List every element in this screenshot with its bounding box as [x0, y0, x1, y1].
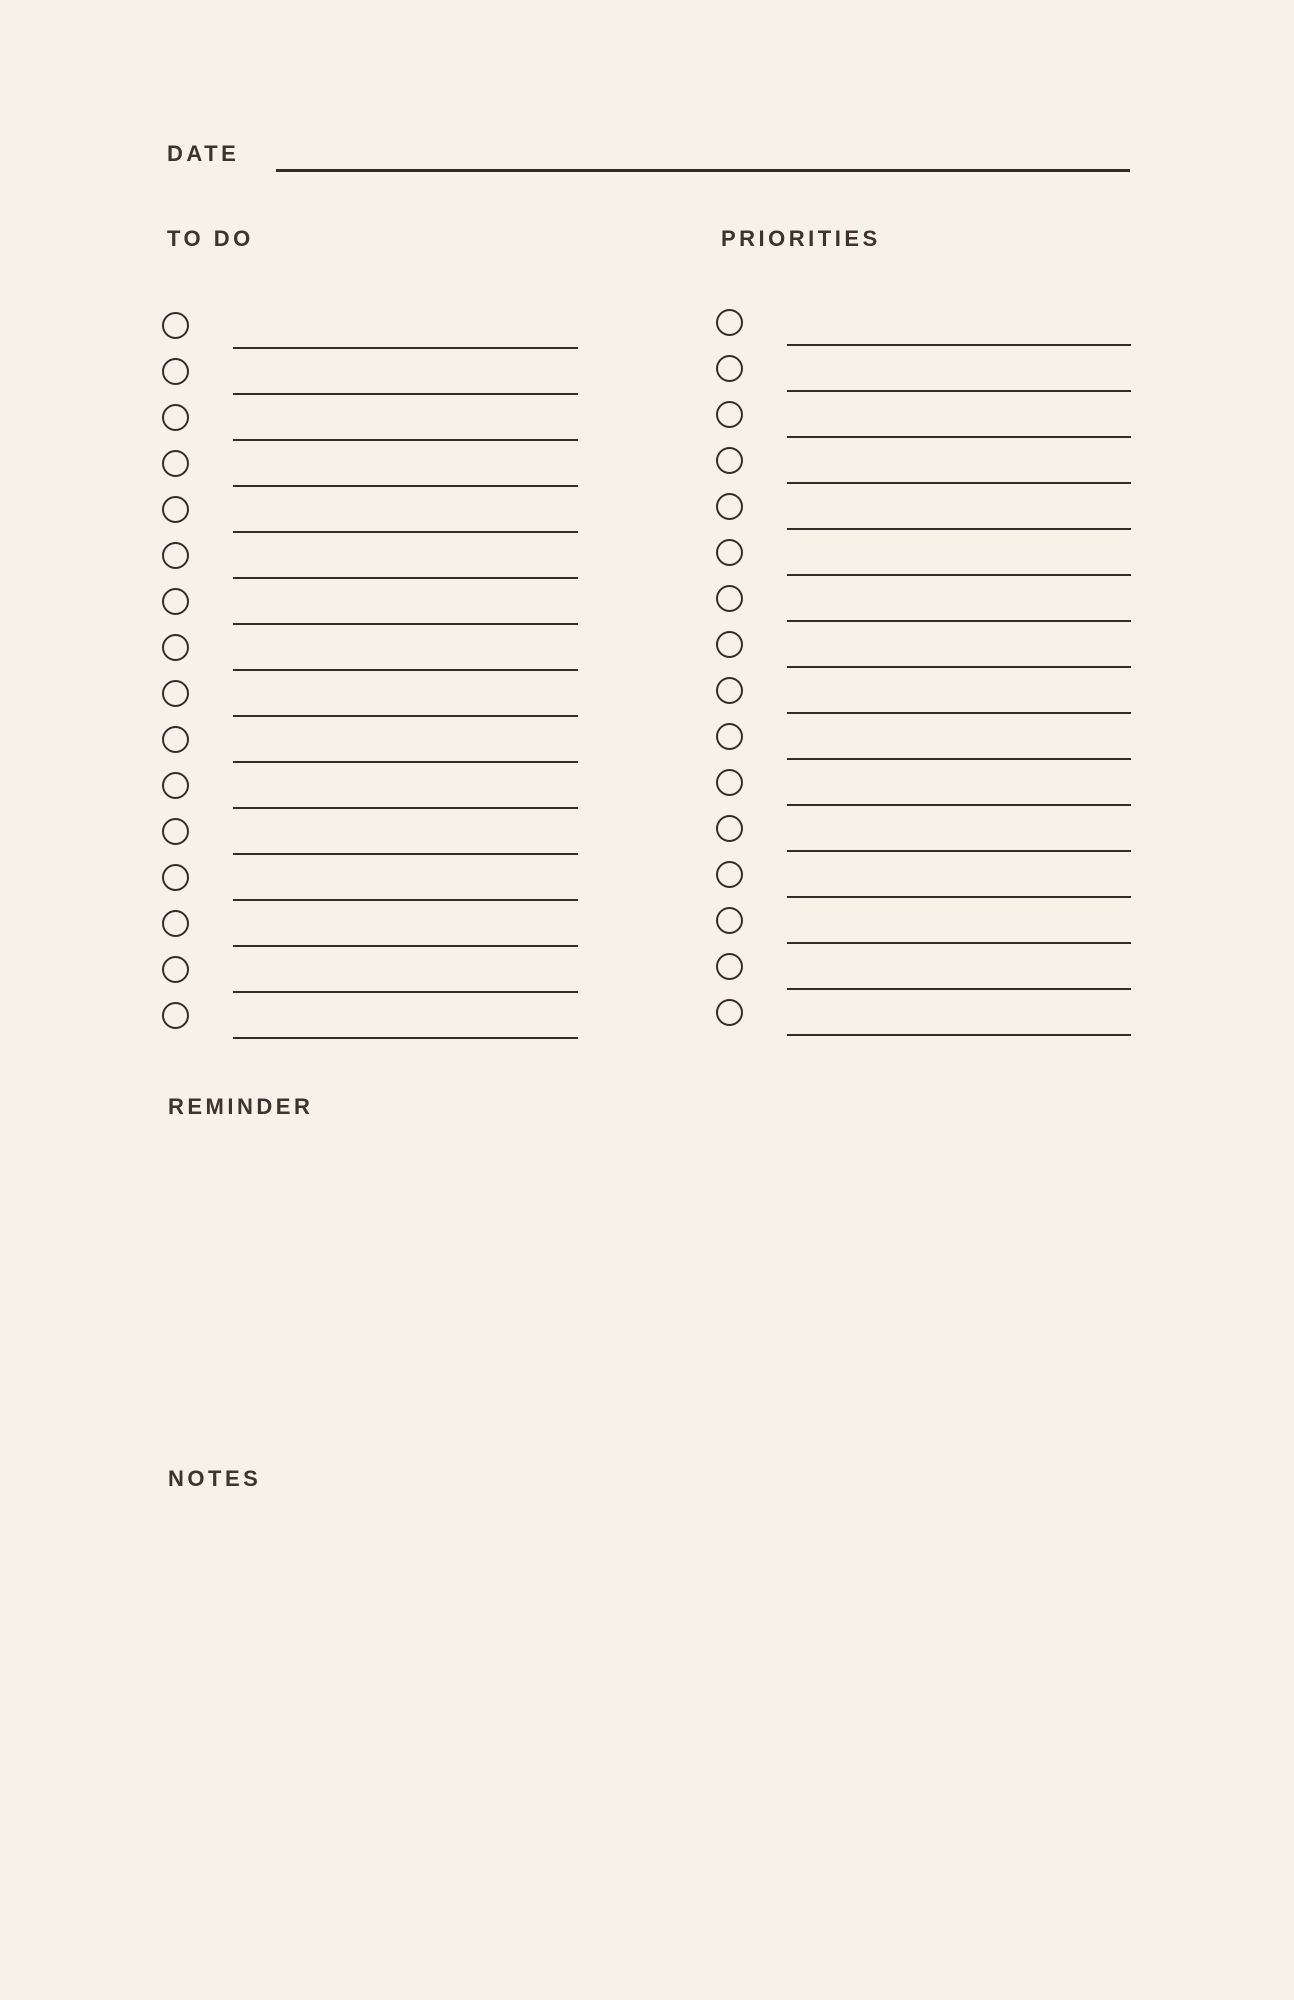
- checkbox-circle-icon[interactable]: [162, 726, 189, 753]
- todo-row: [162, 1002, 612, 1048]
- checkbox-circle-icon[interactable]: [162, 1002, 189, 1029]
- checkbox-circle-icon[interactable]: [162, 312, 189, 339]
- priority-entry-line[interactable]: [787, 460, 1131, 484]
- todo-entry-line[interactable]: [233, 463, 578, 487]
- priority-row: [716, 999, 1166, 1045]
- priority-entry-line[interactable]: [787, 322, 1131, 346]
- todo-entry-line[interactable]: [233, 325, 578, 349]
- priority-entry-line[interactable]: [787, 690, 1131, 714]
- checkbox-circle-icon[interactable]: [716, 585, 743, 612]
- priorities-section-title: PRIORITIES: [721, 226, 881, 251]
- todo-row: [162, 634, 612, 680]
- priority-entry-line[interactable]: [787, 874, 1131, 898]
- todo-entry-line[interactable]: [233, 831, 578, 855]
- priority-entry-line[interactable]: [787, 414, 1131, 438]
- notes-section-title: NOTES: [168, 1466, 262, 1491]
- todo-section-title: TO DO: [167, 226, 254, 251]
- date-label: DATE: [167, 141, 240, 166]
- checkbox-circle-icon[interactable]: [162, 864, 189, 891]
- priority-entry-line[interactable]: [787, 506, 1131, 530]
- notes-content-area[interactable]: [168, 1508, 1130, 1968]
- checkbox-circle-icon[interactable]: [716, 677, 743, 704]
- todo-row: [162, 726, 612, 772]
- priority-entry-line[interactable]: [787, 368, 1131, 392]
- checkbox-circle-icon[interactable]: [162, 634, 189, 661]
- todo-row: [162, 496, 612, 542]
- todo-row: [162, 312, 612, 358]
- date-input-line[interactable]: [276, 169, 1130, 172]
- todo-entry-line[interactable]: [233, 601, 578, 625]
- todo-row: [162, 772, 612, 818]
- priorities-list: [716, 309, 1166, 1045]
- checkbox-circle-icon[interactable]: [716, 953, 743, 980]
- priority-row: [716, 723, 1166, 769]
- priority-entry-line[interactable]: [787, 598, 1131, 622]
- todo-row: [162, 404, 612, 450]
- todo-row: [162, 956, 612, 1002]
- todo-entry-line[interactable]: [233, 877, 578, 901]
- priority-entry-line[interactable]: [787, 782, 1131, 806]
- priority-row: [716, 953, 1166, 999]
- todo-row: [162, 864, 612, 910]
- todo-entry-line[interactable]: [233, 509, 578, 533]
- priority-entry-line[interactable]: [787, 1012, 1131, 1036]
- todo-list: [162, 312, 612, 1048]
- checkbox-circle-icon[interactable]: [162, 818, 189, 845]
- todo-entry-line[interactable]: [233, 555, 578, 579]
- todo-entry-line[interactable]: [233, 923, 578, 947]
- todo-entry-line[interactable]: [233, 739, 578, 763]
- checkbox-circle-icon[interactable]: [716, 907, 743, 934]
- checkbox-circle-icon[interactable]: [162, 956, 189, 983]
- priority-entry-line[interactable]: [787, 644, 1131, 668]
- todo-entry-line[interactable]: [233, 693, 578, 717]
- checkbox-circle-icon[interactable]: [716, 723, 743, 750]
- todo-entry-line[interactable]: [233, 969, 578, 993]
- priority-row: [716, 401, 1166, 447]
- todo-row: [162, 910, 612, 956]
- checkbox-circle-icon[interactable]: [162, 542, 189, 569]
- priority-entry-line[interactable]: [787, 920, 1131, 944]
- todo-entry-line[interactable]: [233, 417, 578, 441]
- checkbox-circle-icon[interactable]: [162, 496, 189, 523]
- todo-row: [162, 588, 612, 634]
- todo-row: [162, 680, 612, 726]
- priority-row: [716, 677, 1166, 723]
- priority-entry-line[interactable]: [787, 736, 1131, 760]
- checkbox-circle-icon[interactable]: [162, 910, 189, 937]
- checkbox-circle-icon[interactable]: [162, 404, 189, 431]
- todo-entry-line[interactable]: [233, 785, 578, 809]
- priority-row: [716, 585, 1166, 631]
- checkbox-circle-icon[interactable]: [716, 355, 743, 382]
- checkbox-circle-icon[interactable]: [716, 861, 743, 888]
- checkbox-circle-icon[interactable]: [716, 401, 743, 428]
- todo-row: [162, 450, 612, 496]
- checkbox-circle-icon[interactable]: [716, 309, 743, 336]
- checkbox-circle-icon[interactable]: [162, 588, 189, 615]
- checkbox-circle-icon[interactable]: [162, 450, 189, 477]
- priority-row: [716, 539, 1166, 585]
- todo-entry-line[interactable]: [233, 647, 578, 671]
- priority-row: [716, 355, 1166, 401]
- checkbox-circle-icon[interactable]: [716, 631, 743, 658]
- priority-row: [716, 309, 1166, 355]
- todo-row: [162, 818, 612, 864]
- priority-entry-line[interactable]: [787, 966, 1131, 990]
- priority-row: [716, 815, 1166, 861]
- reminder-section-title: REMINDER: [168, 1094, 314, 1119]
- todo-row: [162, 358, 612, 404]
- checkbox-circle-icon[interactable]: [716, 447, 743, 474]
- priority-row: [716, 769, 1166, 815]
- todo-row: [162, 542, 612, 588]
- priority-entry-line[interactable]: [787, 828, 1131, 852]
- checkbox-circle-icon[interactable]: [162, 772, 189, 799]
- checkbox-circle-icon[interactable]: [716, 999, 743, 1026]
- todo-entry-line[interactable]: [233, 371, 578, 395]
- checkbox-circle-icon[interactable]: [716, 539, 743, 566]
- priority-row: [716, 861, 1166, 907]
- priority-row: [716, 493, 1166, 539]
- checkbox-circle-icon[interactable]: [716, 769, 743, 796]
- reminder-content-area[interactable]: [168, 1135, 1130, 1450]
- checkbox-circle-icon[interactable]: [716, 815, 743, 842]
- checkbox-circle-icon[interactable]: [716, 493, 743, 520]
- checkbox-circle-icon[interactable]: [162, 680, 189, 707]
- checkbox-circle-icon[interactable]: [162, 358, 189, 385]
- priority-entry-line[interactable]: [787, 552, 1131, 576]
- priority-row: [716, 907, 1166, 953]
- priority-row: [716, 631, 1166, 677]
- todo-entry-line[interactable]: [233, 1015, 578, 1039]
- priority-row: [716, 447, 1166, 493]
